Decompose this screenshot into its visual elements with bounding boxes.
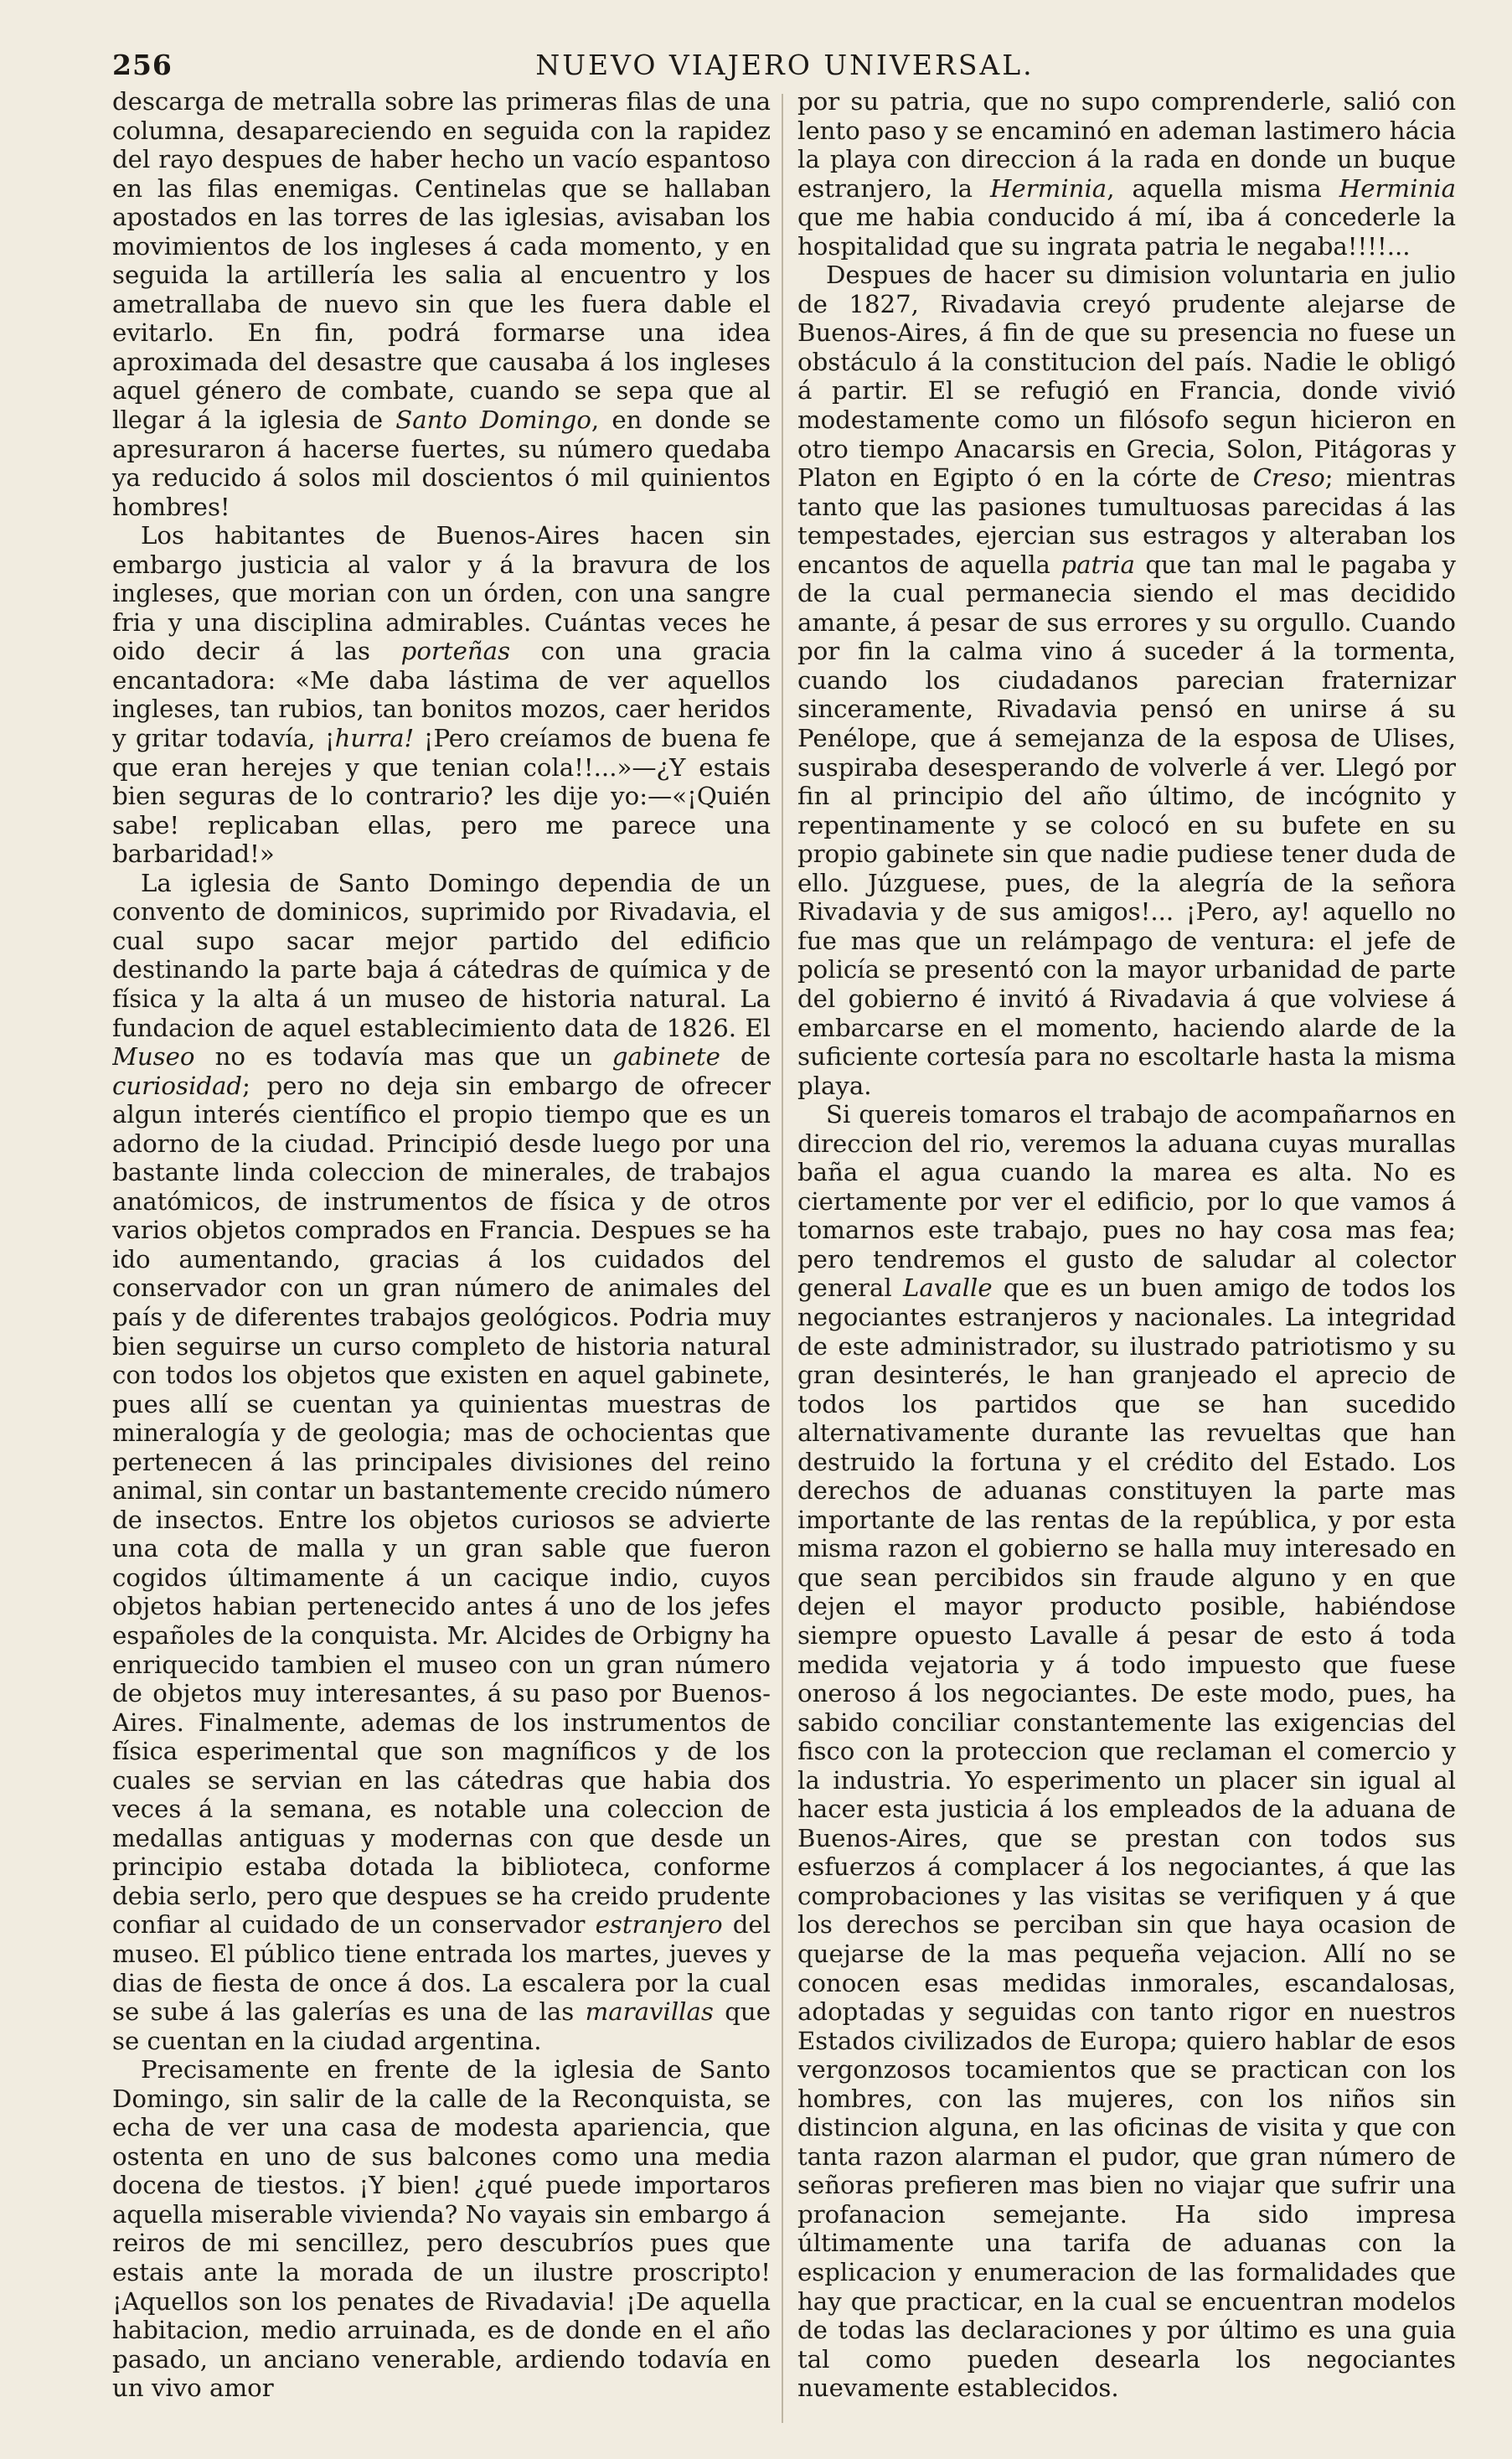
running-title: NUEVO VIAJERO UNIVERSAL.	[535, 49, 1035, 81]
paragraph: por su patria, que no supo comprenderle, salió con lento paso y se encaminó en ademan lastimero hácia la playa con direccion á la rada en donde un buque estranjero, la Herminia, aquella misma Herminia que me habia conducido á mí, iba á concederle la hospitalidad que su ingrata patria le negaba!!!!...	[797, 87, 1456, 261]
left-column	[112, 87, 771, 2433]
paragraph: Si quereis tomaros el trabajo de acompañarnos en direccion del rio, veremos la aduana cuyas murallas baña el agua cuando la marea es alta. No es ciertamente por ver el edificio, por lo que vamos á tomarnos este trabajo, pues no hay cosa mas fea; pero tendremos el gusto de saludar al colector general Lavalle que es un buen amigo de todos los negociantes estranjeros y nacionales. La integridad de este administrador, su ilustrado patriotismo y su gran desinterés, le han granjeado el aprecio de todos los partidos que se han sucedido alternativamente durante las revueltas que han destruido la fortuna y el crédito del Estado. Los derechos de aduanas constituyen la parte mas importante de las rentas de la república, y por esta misma razon el gobierno se halla muy interesado en que sean percibidos sin fraude alguno y en que dejen el mayor producto posible, habiéndose siempre opuesto Lavalle á pesar de esto á toda medida vejatoria y á todo impuesto que fuese oneroso á los negociantes. De este modo, pues, ha sabido conciliar constantemente las exigencias del fisco con la proteccion que reclaman el comercio y la industria. Yo esperimento un placer sin igual al hacer esta justicia á los empleados de la aduana de Buenos-Aires, que se prestan con todos sus esfuerzos á complacer á los negociantes, á que las comprobaciones y las visitas se verifiquen y á que los derechos se perciban sin que haya ocasion de quejarse de la mas pequeña vejacion. Allí no se conocen esas medidas inmorales, escandalosas, adoptadas y seguidas con tanto rigor en nuestros Estados civilizados de Europa; quiero hablar de esos vergonzosos tocamientos que se practican con los hombres, con las mujeres, con los niños sin distincion alguna, en las oficinas de visita y que con tanta razon alarman el pudor, que gran número de señoras prefieren mas bien no viajar que sufrir una profanacion semejante. Ha sido impresa últimamente una tarifa de aduanas con la esplicacion y enumeracion de las formalidades que hay que practicar, en la cual se encuentran modelos de todas las declaraciones y por último es una guia tal como pueden desearla los negociantes nuevamente establecidos.	[797, 1100, 1456, 2403]
right-column	[797, 87, 1456, 2433]
column-divider	[782, 94, 783, 2423]
page-header	[112, 49, 1458, 85]
paragraph: Precisamente en frente de la iglesia de Santo Domingo, sin salir de la calle de la Reconquista, se echa de ver una casa de modesta apariencia, que ostenta en uno de sus balcones como una media docena de tiestos. ¡Y bien! ¿qué puede importaros aquella miserable vivienda? No vayais sin embargo á reiros de mi sencillez, pero descubríos pues que estais ante la morada de un ilustre proscripto! ¡Aquellos son los penates de Rivadavia! ¡De aquella habitacion, medio arruinada, es de donde en el año pasado, un anciano venerable, ardiendo todavía en un vivo amor	[112, 2055, 771, 2403]
paragraph: La iglesia de Santo Domingo dependia de un convento de dominicos, suprimido por Rivadavia, el cual supo sacar mejor partido del edificio destinando la parte baja á cátedras de química y de física y la alta á un museo de historia natural. La fundacion de aquel establecimiento data de 1826. El Museo no es todavía mas que un gabinete de curiosidad; pero no deja sin embargo de ofrecer algun interés científico el propio tiempo que es un adorno de la ciudad. Principió desde luego por una bastante linda coleccion de minerales, de trabajos anatómicos, de instrumentos de física y de otros varios objetos comprados en Francia. Despues se ha ido aumentando, gracias á los cuidados del conservador con un gran número de animales del país y de diferentes trabajos geológicos. Podria muy bien seguirse un curso completo de historia natural con todos los objetos que existen en aquel gabinete, pues allí se cuentan ya quinientas muestras de mineralogía y de geologia; mas de ochocientas que pertenecen á las principales divisiones del reino animal, sin contar un bastantemente crecido número de insectos. Entre los objetos curiosos se advierte una cota de malla y un gran sable que fueron cogidos últimamente á un cacique indio, cuyos objetos habian pertenecido antes á uno de los jefes españoles de la conquista. Mr. Alcides de Orbigny ha enriquecido tambien el museo con un gran número de objetos muy interesantes, á su paso por Buenos-Aires. Finalmente, ademas de los instrumentos de física esperimental que son magníficos y de los cuales se servian en las cátedras que habia dos veces á la semana, es notable una coleccion de medallas antiguas y modernas con que desde un principio estaba dotada la biblioteca, conforme debia serlo, pero que despues se ha creido prudente confiar al cuidado de un conservador estranjero del museo. El público tiene entrada los martes, jueves y dias de fiesta de once á dos. La escalera por la cual se sube á las galerías es una de las maravillas que se cuentan en la ciudad argentina.	[112, 868, 771, 2055]
page-number: 256	[112, 49, 173, 81]
paragraph: Los habitantes de Buenos-Aires hacen sin embargo justicia al valor y á la bravura de los ingleses, que morian con un órden, con una sangre fria y una disciplina admirables. Cuántas veces he oido decir á las porteñas con una gracia encantadora: «Me daba lástima de ver aquellos ingleses, tan rubios, tan bonitos mozos, caer heridos y gritar todavía, ¡hurra! ¡Pero creíamos de buena fe que eran herejes y que tenian cola!!...»—¿Y estais bien seguras de lo contrario? les dije yo:—«¡Quién sabe! replicaban ellas, pero me parece una barbaridad!»	[112, 521, 771, 869]
paragraph: Despues de hacer su dimision voluntaria en julio de 1827, Rivadavia creyó prudente alejarse de Buenos-Aires, á fin de que su presencia no fuese un obstáculo á la constitucion del país. Nadie le obligó á partir. El se refugió en Francia, donde vivió modestamente como un filósofo segun hicieron en otro tiempo Anacarsis en Grecia, Solon, Pitágoras y Platon en Egipto ó en la córte de Creso; mientras tanto que las pasiones tumultuosas parecidas á las tempestades, ejercian sus estragos y alteraban los encantos de aquella patria que tan mal le pagaba y de la cual permanecia siendo el mas decidido amante, á pesar de sus errores y su orgullo. Cuando por fin la calma vino á suceder á la tormenta, cuando los ciudadanos parecian fraternizar sinceramente, Rivadavia pensó en unirse á su Penélope, que á semejanza de la esposa de Ulises, suspiraba desesperando de volverle á ver. Llegó por fin al principio del año último, de incógnito y repentinamente y se colocó en su bufete en su propio gabinete sin que nadie pudiese tener duda de ello. Júzguese, pues, de la alegría de la señora Rivadavia y de sus amigos!... ¡Pero, ay! aquello no fue mas que un relámpago de ventura: el jefe de policía se presentó con la mayor urbanidad de parte del gobierno é invitó á Rivadavia á que volviese á embarcarse en el momento, haciendo alarde de la suficiente cortesía para no escoltarle hasta la misma playa.	[797, 261, 1456, 1100]
paragraph: descarga de metralla sobre las primeras filas de una columna, desapareciendo en seguida con la rapidez del rayo despues de haber hecho un vacío espantoso en las filas enemigas. Centinelas que se hallaban apostados en las torres de las iglesias, avisaban los movimientos de los ingleses á cada momento, y en seguida la artillería les salia al encuentro y los ametrallaba de nuevo sin que les fuera dable el evitarlo. En fin, podrá formarse una idea aproximada del desastre que causaba á los ingleses aquel género de combate, cuando se sepa que al llegar á la iglesia de Santo Domingo, en donde se apresuraron á hacerse fuertes, su número quedaba ya reducido á solos mil doscientos ó mil quinientos hombres!	[112, 87, 771, 521]
